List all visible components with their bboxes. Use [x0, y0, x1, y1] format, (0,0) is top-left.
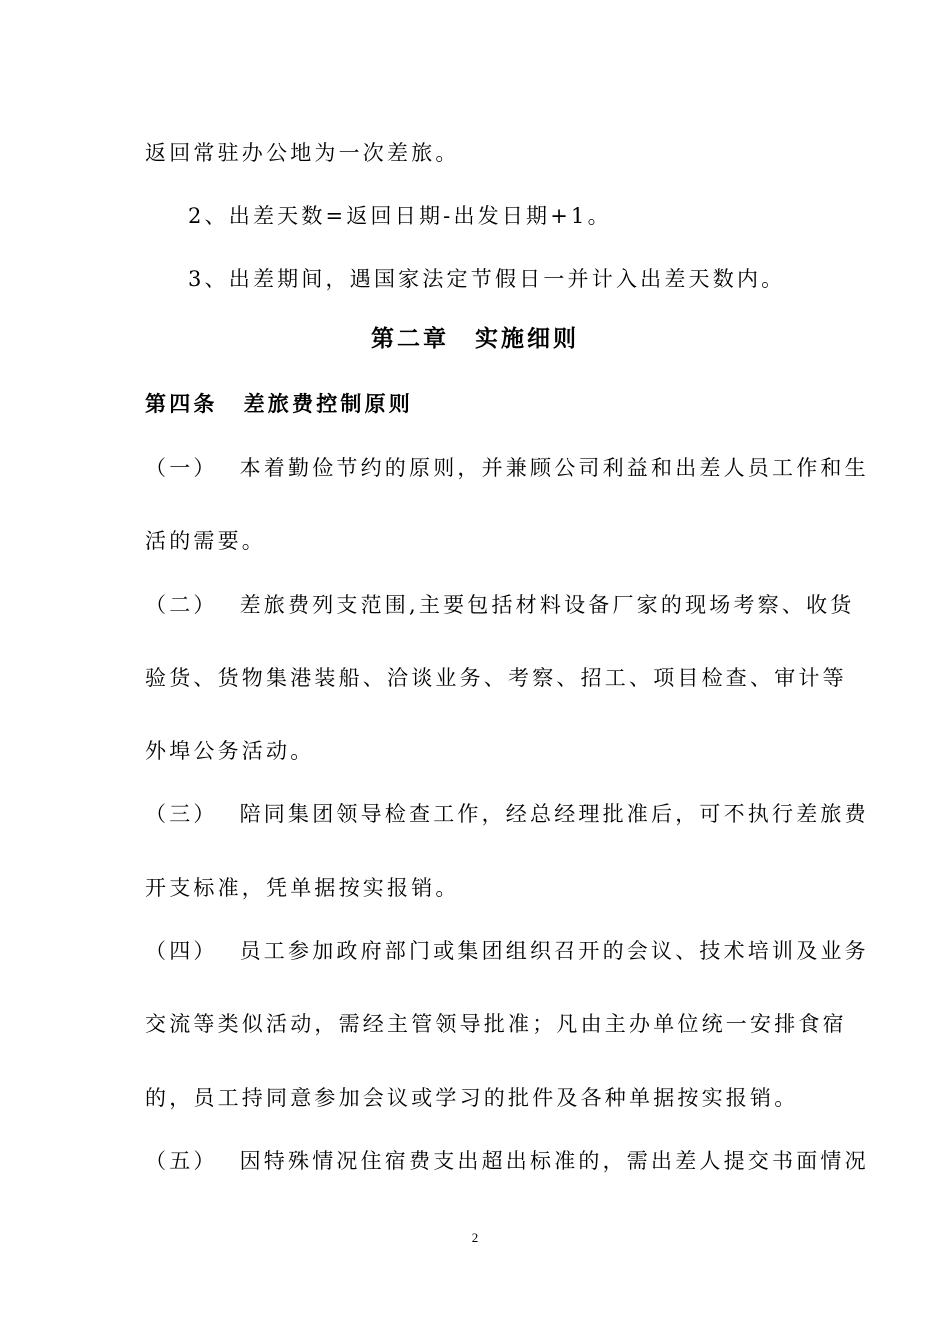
article-heading — [145, 389, 413, 419]
item-text: 员工参加政府部门或集团组织召开的会议、技术培训及业务 — [239, 939, 869, 963]
item-label: （一） — [145, 456, 218, 480]
item-text: 因特殊情况住宿费支出超出标准的，需出差人提交书面情况 — [239, 1149, 869, 1173]
item-label: （四） — [145, 939, 218, 963]
text-line: 3、出差期间，遇国家法定节假日一并计入出差天数内。 — [188, 267, 786, 291]
item-text: 本着勤俭节约的原则，并兼顾公司利益和出差人员工作和生 — [239, 456, 869, 480]
list-item — [145, 590, 854, 620]
chapter-number: 第二章 — [371, 325, 449, 352]
article-number: 第四条 — [145, 391, 218, 416]
list-item — [145, 799, 869, 829]
chapter-title: 实施细则 — [475, 325, 579, 352]
list-item — [145, 936, 869, 966]
text-line: 活的需要。 — [145, 529, 266, 553]
text-line: 外埠公务活动。 — [145, 739, 315, 763]
text-line: 2、出差天数=返回日期-出发日期+1。 — [188, 204, 612, 228]
item-text: 陪同集团领导检查工作，经总经理批准后，可不执行差旅费 — [239, 802, 869, 826]
text-line: 验货、货物集港装船、洽谈业务、考察、招工、项目检查、审计等 — [145, 666, 847, 690]
text-line: 开支标准，凭单据按实报销。 — [145, 876, 460, 900]
text-line: 的，员工持同意参加会议或学习的批件及各种单据按实报销。 — [145, 1086, 799, 1110]
text-line: 交流等类似活动，需经主管领导批准；凡由主办单位统一安排食宿 — [145, 1012, 847, 1036]
text-line: 返回常驻办公地为一次差旅。 — [145, 141, 460, 165]
item-label: （二） — [145, 593, 218, 617]
item-label: （五） — [145, 1149, 218, 1173]
item-text: 差旅费列支范围,主要包括材料设备厂家的现场考察、收货 — [239, 593, 855, 617]
item-label: （三） — [145, 802, 218, 826]
list-item — [145, 1146, 869, 1176]
page-number: 2 — [471, 1230, 479, 1245]
list-item — [145, 453, 869, 483]
article-title: 差旅费控制原则 — [243, 391, 414, 416]
chapter-heading — [0, 324, 950, 354]
